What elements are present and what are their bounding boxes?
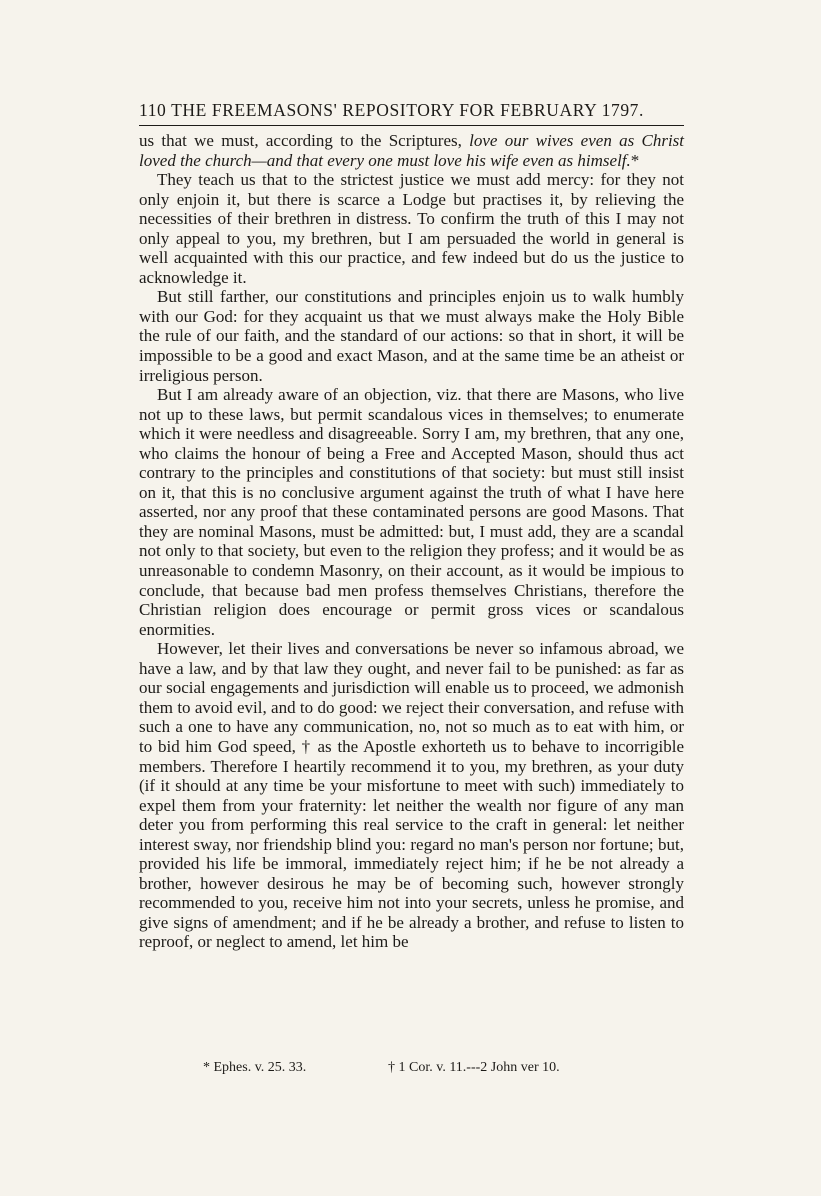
running-title: THE FREEMASONS' REPOSITORY FOR FEBRUARY 1797.	[171, 100, 645, 120]
text-segment: But I am already aware of an objection, viz. that there are Masons, who live not up to these laws, but permit scandalous vices in themselves; to enumerate which it were needless and disagreeable. Sorry I am, my brethren, that any one, who claims the honour of being a Free and Accepted Mason, should thus act contrary to the principles and constitutions of that society: but must still insist on it, that this is no conclusive argument against the truth of what I have here asserted, nor any proof that these contaminated persons are good Masons. That they are nominal Masons, must be admitted: but, I must add, they are a scandal not only to that society, but even to the religion they profess; and it would be as unreasonable to condemn Masonry, on their account, as it would be impious to conclude, that because bad men profess themselves Christians, therefore the Christian religion does encourage or permit gross vices or scandalous enormities.	[139, 385, 684, 639]
paragraph	[139, 639, 684, 952]
running-header	[139, 100, 681, 121]
text-segment: However, let their lives and conversations be never so infamous abroad, we have a law, and by that law they ought, and never fail to be punished: as far as our social engagements and jurisdiction will enable us to proceed, we admonish them to avoid evil, and to do good: we reject their conversation, and refuse with such a one to have any communication, no, not so much as to eat with him, or to bid him God speed, † as the Apostle exhorteth us to behave to incorrigible members. Therefore I heartily recommend it to you, my brethren, as your duty (if it should at any time be your misfortune to meet with such) immediately to expel them from your fraternity: let neither the wealth nor figure of any man deter you from performing this real service to the craft in general: let neither interest sway, nor friendship blind you: regard no man's person nor fortune; but, provided his life be immoral, immediately reject him; if he be not already a brother, however desirous he may be of becoming such, however strongly recommended to you, receive him not into your secrets, unless he promise, and give signs of amendment; and if he be already a brother, and refuse to listen to reproof, or neglect to amend, let him be	[139, 639, 684, 952]
text-segment: *	[630, 150, 640, 170]
page-number: 110	[139, 100, 167, 120]
paragraph	[139, 385, 684, 639]
body-text	[139, 131, 684, 952]
text-segment: They teach us that to the strictest justice we must add mercy: for they not only enjoin it, but there is scarce a Lodge but practises it, by relieving the necessities of their brethren in distress. To confirm the truth of this I may not only appeal to you, my brethren, but I am persuaded the world in general is well acquainted with this our practice, and few indeed but do us the justice to acknowledge it.	[139, 170, 684, 287]
italic-quote: love our wives even as Christ loved the church—and that every one must love his wife even as himself.	[139, 131, 685, 170]
paragraph	[139, 287, 684, 385]
paragraph	[139, 131, 684, 170]
paragraph	[139, 170, 684, 287]
text-segment: us that we must, according to the Scriptures,	[139, 131, 470, 150]
footnote-corinthians: † 1 Cor. v. 11.---2 John ver 10.	[388, 1060, 560, 1075]
footnote-ephesians: * Ephes. v. 25. 33.	[203, 1060, 307, 1075]
text-segment: But still farther, our constitutions and principles enjoin us to walk humbly with our God: for they acquaint us that we must always make the Holy Bible the rule of our faith, and the standard of our actions: so that in short, it will be impossible to be a good and exact Mason, and at the same time be an atheist or irreligious person.	[139, 287, 684, 385]
header-rule	[139, 125, 684, 126]
